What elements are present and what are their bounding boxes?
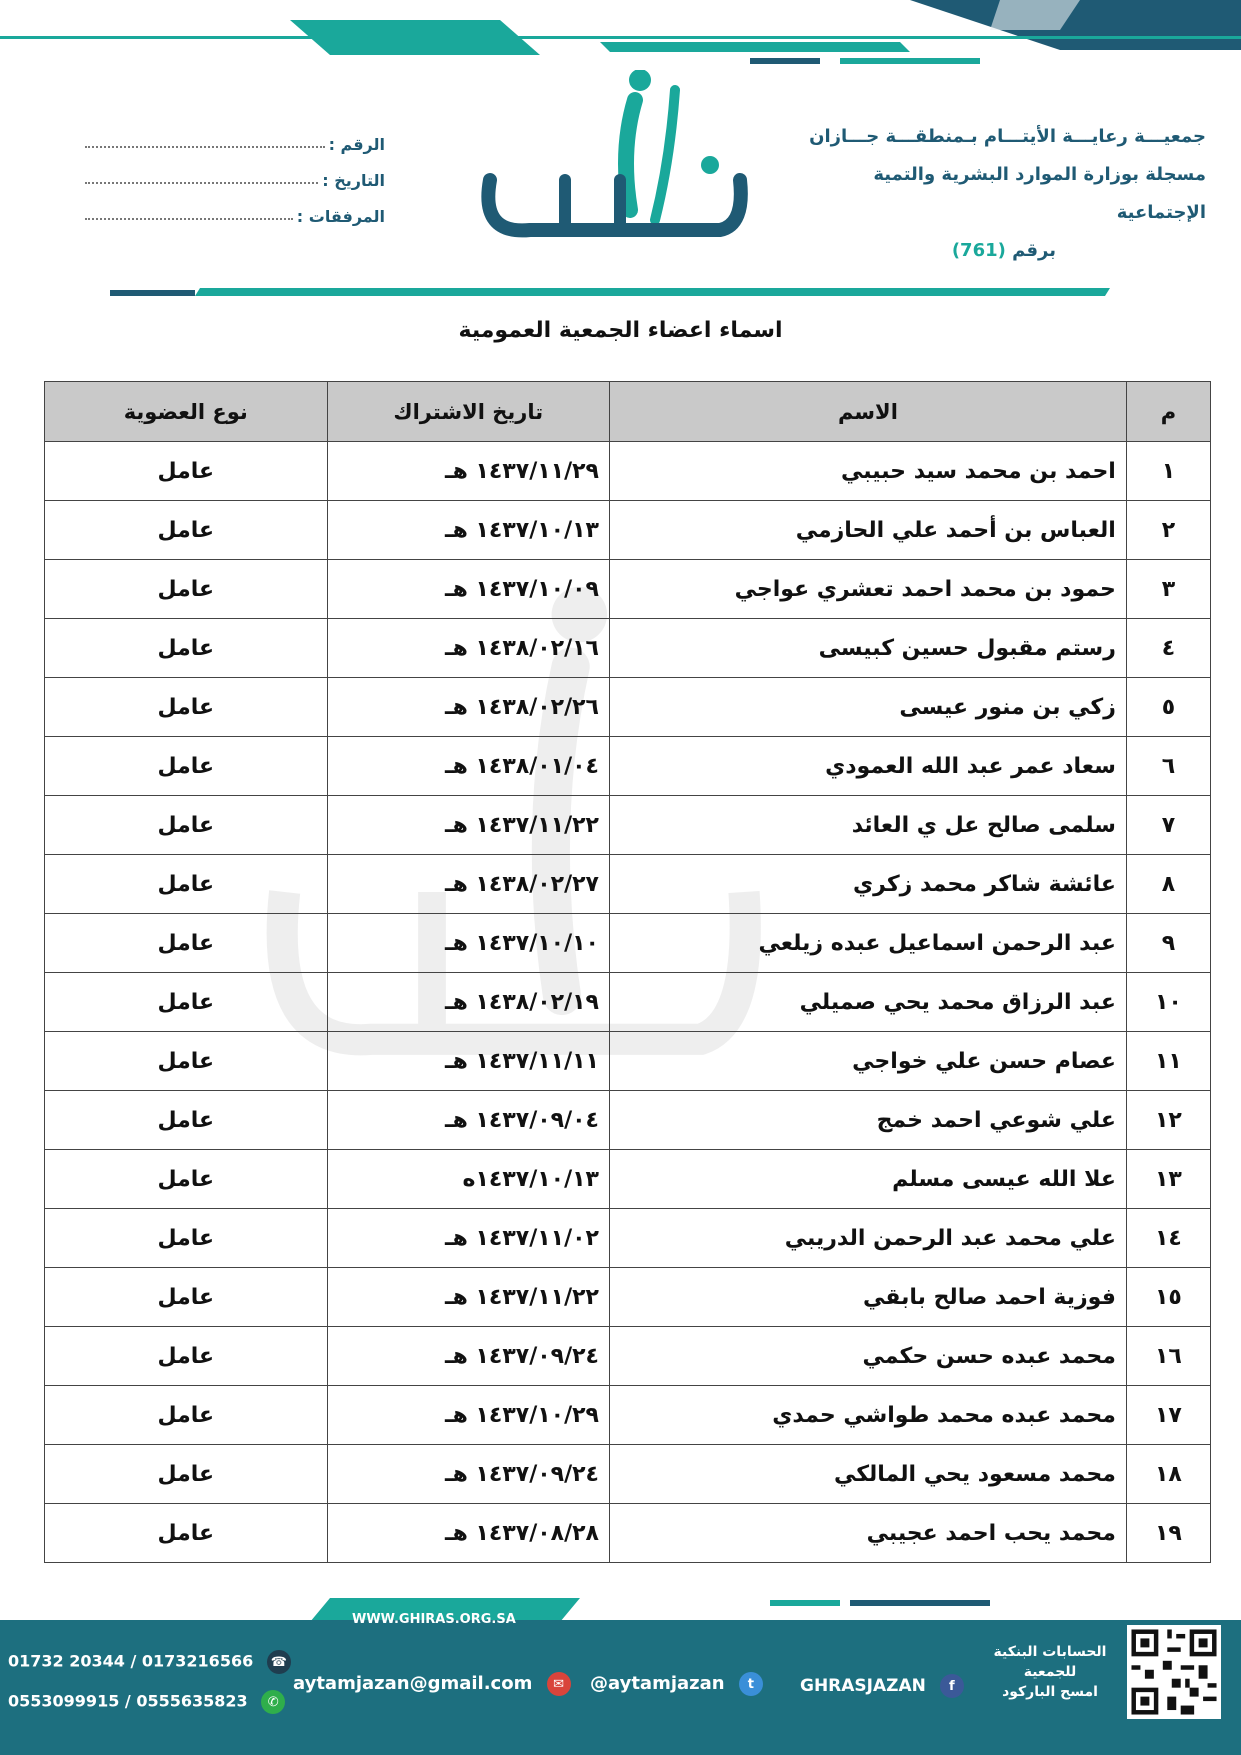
cell-no: ١٣ (1126, 1150, 1210, 1209)
cell-no: ٨ (1126, 855, 1210, 914)
cell-type: عامل (45, 678, 328, 737)
cell-no: ٦ (1126, 737, 1210, 796)
ref-field (85, 118, 385, 154)
mail-icon: ✉ (547, 1672, 571, 1696)
cell-type: عامل (45, 619, 328, 678)
cell-no: ٩ (1126, 914, 1210, 973)
header-name: الاسم (609, 382, 1126, 442)
table-row (45, 442, 1211, 501)
cell-no: ١٦ (1126, 1327, 1210, 1386)
table-row (45, 1091, 1211, 1150)
email-contact[interactable] (293, 1672, 571, 1696)
cell-name: عبد الرزاق محمد يحي صميلي (609, 973, 1126, 1032)
document-title: اسماء اعضاء الجمعية العمومية (458, 318, 783, 343)
cell-name: عصام حسن علي خواجي (609, 1032, 1126, 1091)
cell-date: ١٤٣٧/٠٩/٠٤ هـ (327, 1091, 609, 1150)
cell-type: عامل (45, 973, 328, 1032)
header-no: م (1126, 382, 1210, 442)
cell-name: محمد مسعود يحي المالكي (609, 1445, 1126, 1504)
cell-type: عامل (45, 1032, 328, 1091)
cell-name: زكي بن منور عيسى (609, 678, 1126, 737)
date-field (85, 154, 385, 190)
phone2-text: 0553099915 / 0555635823 (8, 1691, 248, 1711)
cell-date: ١٤٣٨/٠٢/٢٧ هـ (327, 855, 609, 914)
cell-no: ٥ (1126, 678, 1210, 737)
website-link[interactable]: WWW.GHIRAS.ORG.SA (352, 1612, 516, 1627)
cell-type: عامل (45, 1445, 328, 1504)
cell-date: ١٤٣٧/١٠/٢٩ هـ (327, 1386, 609, 1445)
cell-no: ١٨ (1126, 1445, 1210, 1504)
cell-date: ١٤٣٨/٠١/٠٤ هـ (327, 737, 609, 796)
bank-line1: الحسابات البنكية (993, 1644, 1107, 1660)
header-date: تاريخ الاشتراك (327, 382, 609, 442)
cell-type: عامل (45, 1091, 328, 1150)
facebook-text: GHRASJAZAN (800, 1676, 926, 1696)
cell-type: عامل (45, 855, 328, 914)
table-row (45, 1268, 1211, 1327)
twitter-text: @aytamjazan (590, 1673, 725, 1694)
cell-no: ١٠ (1126, 973, 1210, 1032)
header-type: نوع العضوية (45, 382, 328, 442)
bank-line2: للجمعية (1023, 1664, 1077, 1680)
cell-date: ١٤٣٧/٠٨/٢٨ هـ (327, 1504, 609, 1563)
table-row (45, 796, 1211, 855)
cell-date: ١٤٣٧/١١/١١ هـ (327, 1032, 609, 1091)
table-row (45, 737, 1211, 796)
org-name: جمعيـــة رعايـــة الأيتـــام بـمنطقـــة جـــازان (809, 126, 1206, 147)
cell-type: عامل (45, 1386, 328, 1445)
table-row (45, 560, 1211, 619)
cell-no: ١ (1126, 442, 1210, 501)
cell-date: ١٤٣٧/١١/٢٢ هـ (327, 1268, 609, 1327)
attachments-label: المرفقات : (296, 207, 385, 226)
table-row (45, 1504, 1211, 1563)
cell-no: ١٧ (1126, 1386, 1210, 1445)
cell-type: عامل (45, 501, 328, 560)
phone-icon: ☎ (267, 1650, 291, 1674)
email-text: aytamjazan@gmail.com (293, 1673, 533, 1694)
phone-landline (8, 1650, 291, 1674)
cell-date: ١٤٣٧/١١/٢٢ هـ (327, 796, 609, 855)
twitter-icon: t (739, 1672, 763, 1696)
cell-type: عامل (45, 737, 328, 796)
cell-date: ١٤٣٧/١٠/١٠ هـ (327, 914, 609, 973)
ghiras-logo (470, 70, 770, 270)
table-row (45, 619, 1211, 678)
header-divider (0, 282, 1241, 302)
phone-mobile (8, 1690, 285, 1714)
cell-type: عامل (45, 560, 328, 619)
table-row (45, 1386, 1211, 1445)
top-decoration (0, 0, 1241, 80)
attachments-field (85, 190, 385, 226)
org-registration-number (786, 232, 1206, 270)
facebook-icon: f (940, 1674, 964, 1698)
org-registration-line: مسجلة بوزارة الموارد البشرية والتمية الإجتماعية (873, 164, 1206, 223)
table-row (45, 1209, 1211, 1268)
date-label: التاريخ : (322, 171, 385, 190)
cell-date: ١٤٣٧/١٠/١٣ هـ (327, 501, 609, 560)
cell-date: ١٤٣٧/٠٩/٢٤ هـ (327, 1327, 609, 1386)
cell-name: سلمى صالح عل ي العائد (609, 796, 1126, 855)
cell-name: رستم مقبول حسين كبيسى (609, 619, 1126, 678)
cell-date: ١٤٣٨/٠٢/١٩ هـ (327, 973, 609, 1032)
cell-date: ١٤٣٧/١١/٢٩ هـ (327, 442, 609, 501)
cell-type: عامل (45, 1504, 328, 1563)
table-row (45, 914, 1211, 973)
cell-name: عائشة شاكر محمد زكري (609, 855, 1126, 914)
cell-name: محمد عبده حسن حكمي (609, 1327, 1126, 1386)
document-meta (85, 118, 385, 226)
table-header-row (45, 382, 1211, 442)
cell-date: ١٤٣٧/١١/٠٢ هـ (327, 1209, 609, 1268)
cell-no: ٢ (1126, 501, 1210, 560)
cell-type: عامل (45, 442, 328, 501)
cell-no: ٤ (1126, 619, 1210, 678)
cell-type: عامل (45, 1268, 328, 1327)
qr-code[interactable] (1127, 1625, 1221, 1719)
cell-type: عامل (45, 1327, 328, 1386)
members-table (44, 381, 1211, 1563)
organization-info (786, 118, 1206, 270)
bank-accounts-note (985, 1642, 1115, 1702)
table-row (45, 678, 1211, 737)
cell-no: ١٥ (1126, 1268, 1210, 1327)
phone1-text: 01732 20344 / 0173216566 (8, 1651, 254, 1671)
cell-no: ١٩ (1126, 1504, 1210, 1563)
reg-label: برقم (1012, 240, 1056, 261)
table-row (45, 973, 1211, 1032)
cell-type: عامل (45, 914, 328, 973)
facebook-contact[interactable] (800, 1674, 964, 1698)
table-row (45, 1327, 1211, 1386)
cell-no: ٧ (1126, 796, 1210, 855)
reg-num: (761) (951, 240, 1006, 261)
ref-label: الرقم : (328, 135, 385, 154)
cell-name: احمد بن محمد سيد حبيبي (609, 442, 1126, 501)
cell-name: فوزية احمد صالح بابقي (609, 1268, 1126, 1327)
bank-line3: امسح الباركود (1002, 1684, 1098, 1700)
table-row (45, 1032, 1211, 1091)
ref-line (85, 146, 325, 148)
cell-name: سعاد عمر عبد الله العمودي (609, 737, 1126, 796)
table-row (45, 501, 1211, 560)
twitter-contact[interactable] (590, 1672, 763, 1696)
table-row (45, 1150, 1211, 1209)
cell-type: عامل (45, 1150, 328, 1209)
cell-name: محمد يحب احمد عجيبي (609, 1504, 1126, 1563)
cell-date: ١٤٣٧/١٠/١٣ه (327, 1150, 609, 1209)
cell-type: عامل (45, 796, 328, 855)
cell-name: العباس بن أحمد علي الحازمي (609, 501, 1126, 560)
cell-name: علا الله عيسى مسلم (609, 1150, 1126, 1209)
cell-no: ١٤ (1126, 1209, 1210, 1268)
cell-name: حمود بن محمد احمد تعشري عواجي (609, 560, 1126, 619)
cell-name: عبد الرحمن اسماعيل عبده زيلعي (609, 914, 1126, 973)
table-row (45, 855, 1211, 914)
attachments-line (85, 218, 293, 220)
cell-type: عامل (45, 1209, 328, 1268)
cell-no: ١٢ (1126, 1091, 1210, 1150)
cell-name: علي محمد عبد الرحمن الدريبي (609, 1209, 1126, 1268)
footer (0, 1590, 1241, 1755)
cell-date: ١٤٣٧/١٠/٠٩ هـ (327, 560, 609, 619)
whatsapp-icon: ✆ (261, 1690, 285, 1714)
table-row (45, 1445, 1211, 1504)
cell-name: محمد عبده محمد طواشي حمدي (609, 1386, 1126, 1445)
date-line (85, 182, 318, 184)
cell-no: ١١ (1126, 1032, 1210, 1091)
cell-name: علي شوعي احمد خمج (609, 1091, 1126, 1150)
cell-date: ١٤٣٨/٠٢/١٦ هـ (327, 619, 609, 678)
cell-date: ١٤٣٧/٠٩/٢٤ هـ (327, 1445, 609, 1504)
cell-date: ١٤٣٨/٠٢/٢٦ هـ (327, 678, 609, 737)
cell-no: ٣ (1126, 560, 1210, 619)
